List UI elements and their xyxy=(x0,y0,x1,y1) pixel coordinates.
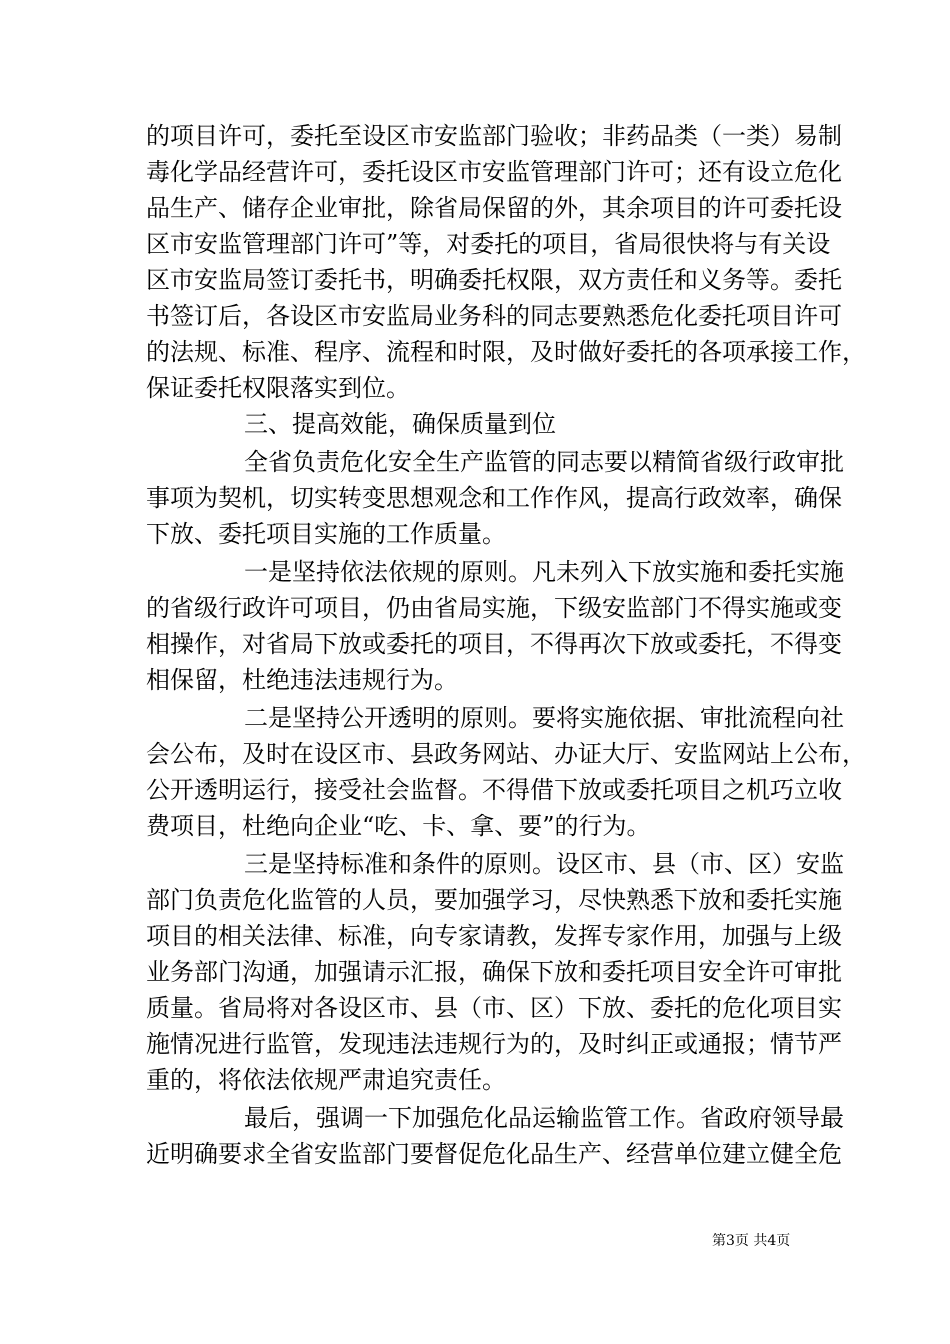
body-line-21: 三是坚持标准和条件的原则。设区市、县（市、区）安监 xyxy=(244,850,844,878)
body-line-27: 重的，将依法依规严肃追究责任。 xyxy=(146,1066,506,1094)
body-line-23: 项目的相关法律、标准，向专家请教，发挥专家作用，加强与上级 xyxy=(146,922,842,950)
body-line-16: 相保留，杜绝违法违规行为。 xyxy=(146,666,458,694)
body-line-25: 质量。省局将对各设区市、县（市、区）下放、委托的危化项目实 xyxy=(146,994,842,1022)
body-line-1: 的项目许可，委托至设区市安监部门验收；非药品类（一类）易制 xyxy=(146,122,842,150)
body-line-26: 施情况进行监管，发现违法违规行为的，及时纠正或通报；情节严 xyxy=(146,1030,842,1058)
body-line-4: 区市安监管理部门许可”等，对委托的项目，省局很快将与有关设 xyxy=(146,230,831,258)
body-line-24: 业务部门沟通，加强请示汇报，确保下放和委托项目安全许可审批 xyxy=(146,958,842,986)
body-line-15: 相操作，对省局下放或委托的项目，不得再次下放或委托，不得变 xyxy=(146,630,842,658)
body-line-29: 近明确要求全省安监部门要督促危化品生产、经营单位建立健全危 xyxy=(146,1140,842,1168)
body-line-2: 毒化学品经营许可，委托设区市安监管理部门许可；还有设立危化 xyxy=(146,158,842,186)
body-line-13: 一是坚持依法依规的原则。凡未列入下放实施和委托实施 xyxy=(244,558,844,586)
body-line-6: 书签订后，各设区市安监局业务科的同志要熟悉危化委托项目许可 xyxy=(146,302,842,330)
body-line-10: 全省负责危化安全生产监管的同志要以精简省级行政审批 xyxy=(244,448,844,476)
page-number-footer: 第3页 共4页 xyxy=(712,1233,791,1249)
section-heading: 三、提高效能，确保质量到位 xyxy=(244,410,556,438)
body-line-22: 部门负责危化监管的人员，要加强学习，尽快熟悉下放和委托实施 xyxy=(146,886,842,914)
body-line-18: 会公布，及时在设区市、县政务网站、办证大厅、安监网站上公布， xyxy=(146,740,866,768)
body-line-12: 下放、委托项目实施的工作质量。 xyxy=(146,520,506,548)
body-line-8: 保证委托权限落实到位。 xyxy=(146,374,410,402)
body-line-20: 费项目，杜绝向企业“吃、卡、拿、要”的行为。 xyxy=(146,812,651,840)
body-line-17: 二是坚持公开透明的原则。要将实施依据、审批流程向社 xyxy=(244,704,844,732)
body-line-19: 公开透明运行，接受社会监督。不得借下放或委托项目之机巧立收 xyxy=(146,776,842,804)
body-line-5: 区市安监局签订委托书，明确委托权限，双方责任和义务等。委托 xyxy=(146,266,842,294)
body-line-7: 的法规、标准、程序、流程和时限，及时做好委托的各项承接工作， xyxy=(146,338,866,366)
body-line-28: 最后，强调一下加强危化品运输监管工作。省政府领导最 xyxy=(244,1104,844,1132)
body-line-14: 的省级行政许可项目，仍由省局实施，下级安监部门不得实施或变 xyxy=(146,594,842,622)
body-line-3: 品生产、储存企业审批，除省局保留的外，其余项目的许可委托设 xyxy=(146,194,842,222)
body-line-11: 事项为契机，切实转变思想观念和工作作风，提高行政效率，确保 xyxy=(146,484,842,512)
